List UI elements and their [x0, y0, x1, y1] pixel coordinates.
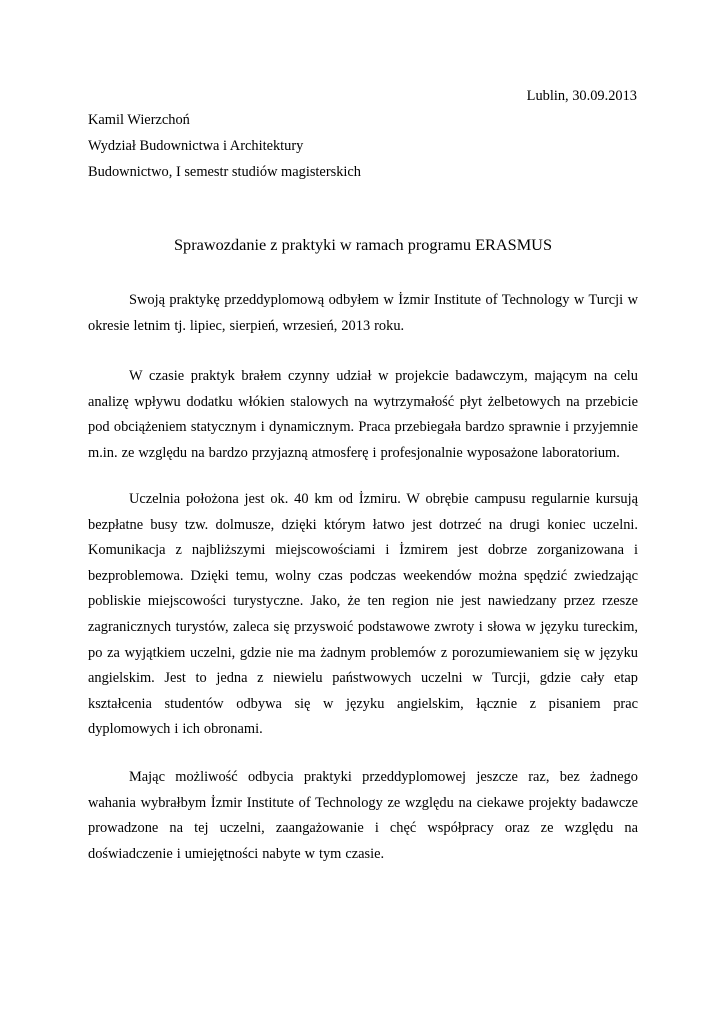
- document-date: Lublin, 30.09.2013: [526, 88, 637, 104]
- author-faculty: Wydział Budownictwa i Architektury: [88, 138, 304, 154]
- paragraph-university-info: Uczelnia położona jest ok. 40 km od İzmiru. W obrębie campusu regularnie kursują bezpłatne busy tzw. dolmusze, dzięki którym łatwo jest dotrzeć na drugi koniec uczelni. Komunikacja z najbliższymi miejscowościami i İzmirem jest dobrze zorganizowana i bezproblemowa. Dzięki temu, wolny czas podczas weekendów można spędzić zwiedzając pobliskie miejscowości turystyczne. Jako, że ten region nie jest nawiedzany przez rzesze zagranicznych turystów, zaleca się przyswoić podstawowe zwroty i słowa w języku tureckim, po za wyjątkiem uczelni, gdzie nie ma żadnym problemów z porozumiewaniem się w języku angielskim. Jest to jedna z niewielu państwowych uczelni w Turcji, gdzie cały etap kształcenia studentów odbywa się w języku angielskim, łącznie z pisaniem prac dyplomowych i ich obronami.: [88, 491, 638, 738]
- author-block: [88, 107, 638, 185]
- author-name: Kamil Wierzchoń: [88, 112, 190, 128]
- paragraph-internship-location: Swoją praktykę przeddyplomową odbyłem w İzmir Institute of Technology w Turcji w okresie letnim tj. lipiec, sierpień, wrzesień, 2013 roku.: [88, 292, 638, 334]
- document-title: Sprawozdanie z praktyki w ramach programu ERASMUS: [174, 235, 552, 254]
- paragraph-conclusion: Mając możliwość odbycia praktyki przeddyplomowej jeszcze raz, bez żadnego wahania wybrałbym İzmir Institute of Technology ze względu na ciekawe projekty badawcze prowadzone na tej uczelni, zaangażowanie i chęć współpracy oraz ze względu na doświadczenie i umiejętności nabyte w tym czasie.: [88, 769, 638, 862]
- paragraph-research-project: W czasie praktyk brałem czynny udział w projekcie badawczym, mającym na celu analizę wpływu dodatku włókien stalowych na wytrzymałość płyt żelbetowych na przebicie pod obciążeniem statycznym i dynamicznym. Praca przebiegała bardzo sprawnie i przyjemnie m.in. ze względu na bardzo przyjazną atmosferę i profesjonalnie wyposażone laboratorium.: [88, 368, 638, 461]
- author-program: Budownictwo, I semestr studiów magisterskich: [88, 164, 361, 180]
